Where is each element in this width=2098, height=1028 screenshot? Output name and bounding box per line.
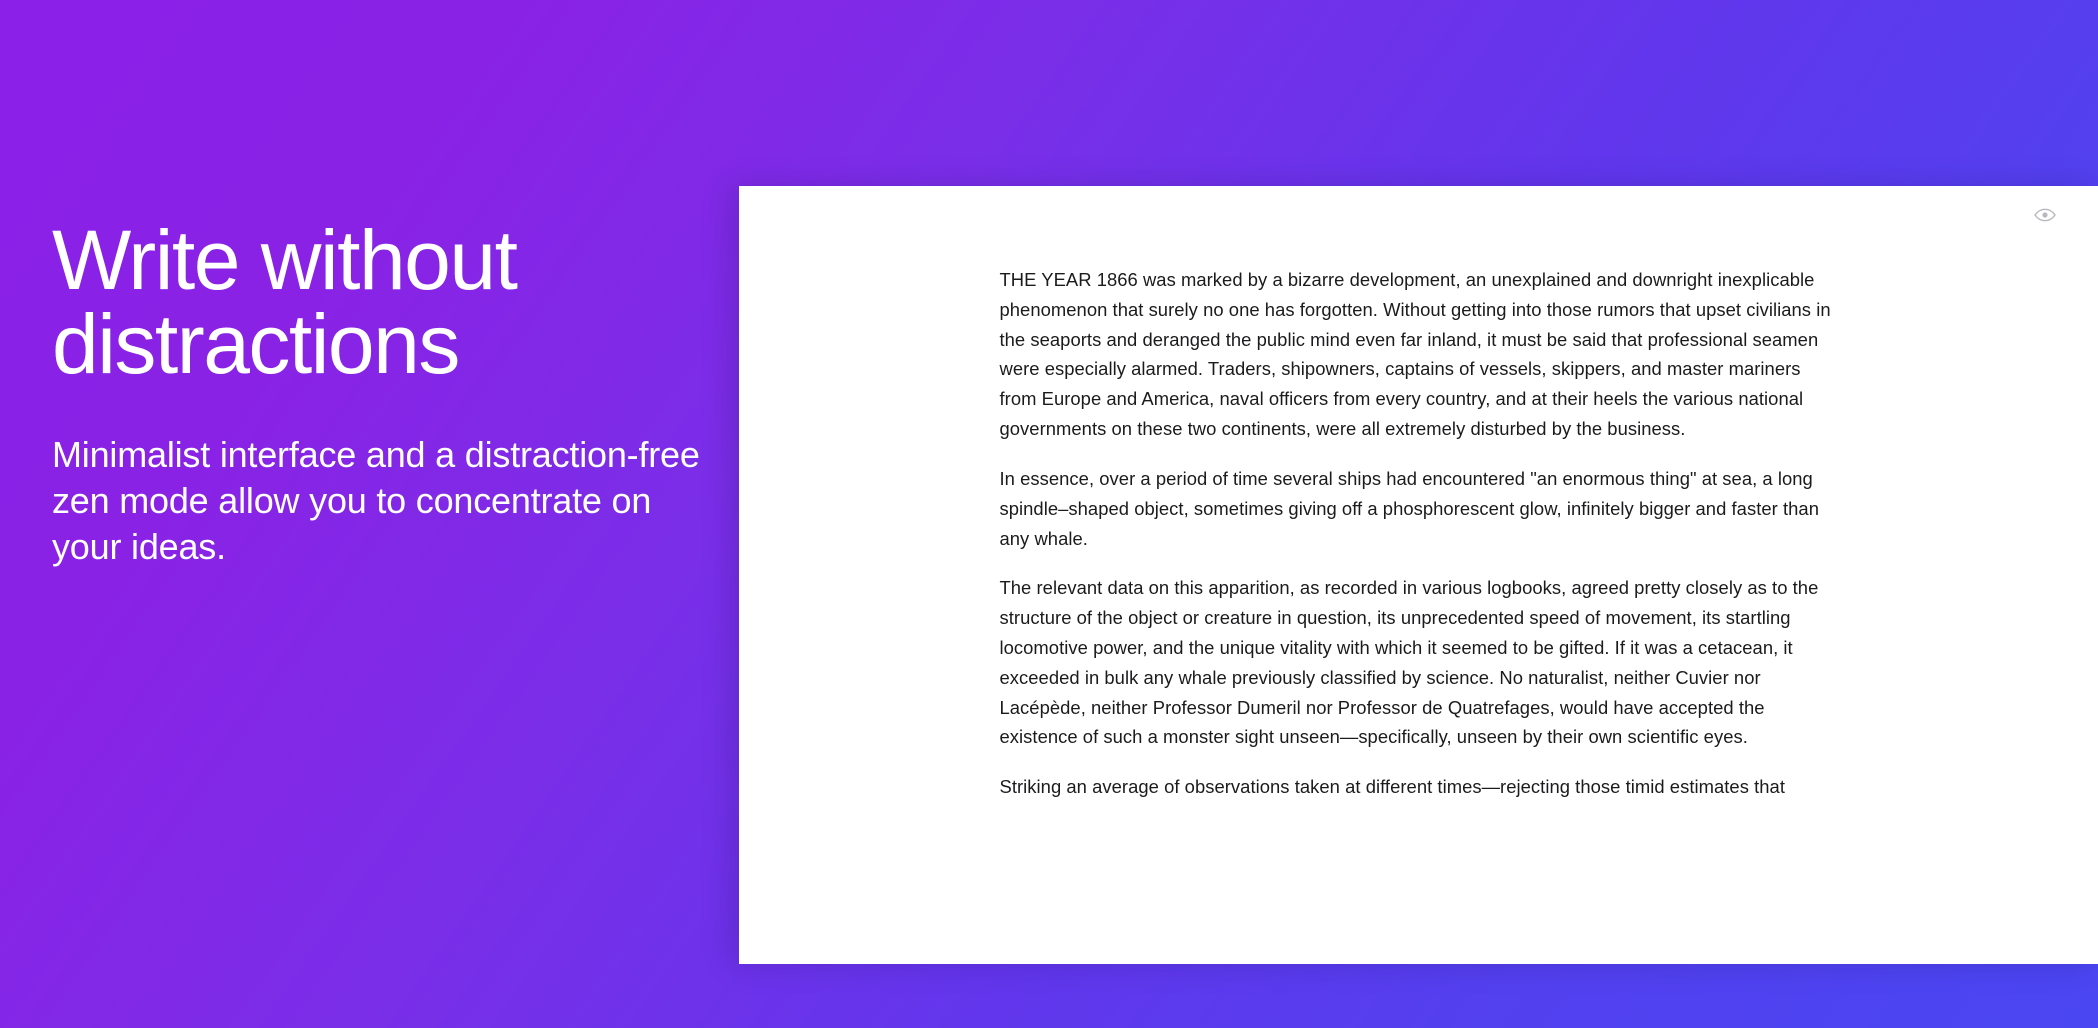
document-body[interactable] xyxy=(1000,244,1838,802)
editor-window xyxy=(739,186,2098,964)
page-title: Write without distractions xyxy=(52,213,517,391)
eye-icon[interactable] xyxy=(2032,202,2058,228)
hero-copy xyxy=(52,213,832,570)
document-scroll-area[interactable] xyxy=(739,244,2098,964)
paragraph: The relevant data on this apparition, as recorded in various logbooks, agreed pretty closely as to the structure of the object or creature in question, its unprecedented speed of movement, its startling locomotive power, and the unique vitality with which it seemed to be gifted. If it was a cetacean, it exceeded in bulk any whale previously classified by science. No naturalist, neither Cuvier nor Lacépède, neither Professor Dumeril nor Professor de Quatrefages, would have accepted the existence of such a monster sight unseen—specifically, unseen by their own scientific eyes. xyxy=(999,577,1819,748)
paragraph: Striking an average of observations taken at different times—rejecting those timid estimates that xyxy=(999,776,1785,798)
paragraph: THE YEAR 1866 was marked by a bizarre development, an unexplained and downright inexplicable phenomenon that surely no one has forgotten. Without getting into those rumors that upset civilians in the seaports and deranged the public mind even far inland, it must be said that professional seamen were especially alarmed. Traders, shipowners, captains of vessels, skippers, and master mariners from Europe and America, naval officers from every country, and at their heels the various national governments on these two continents, were all extremely disturbed by the business. xyxy=(999,269,1831,440)
paragraph: In essence, over a period of time several ships had encountered "an enormous thing" at sea, a long spindle–shaped object, sometimes giving off a phosphorescent glow, infinitely bigger and faster than any whale. xyxy=(999,467,1819,549)
editor-toolbar xyxy=(739,186,2098,244)
hero-subtitle: Minimalist interface and a distraction-free zen mode allow you to concentrate on your ideas. xyxy=(52,434,700,568)
